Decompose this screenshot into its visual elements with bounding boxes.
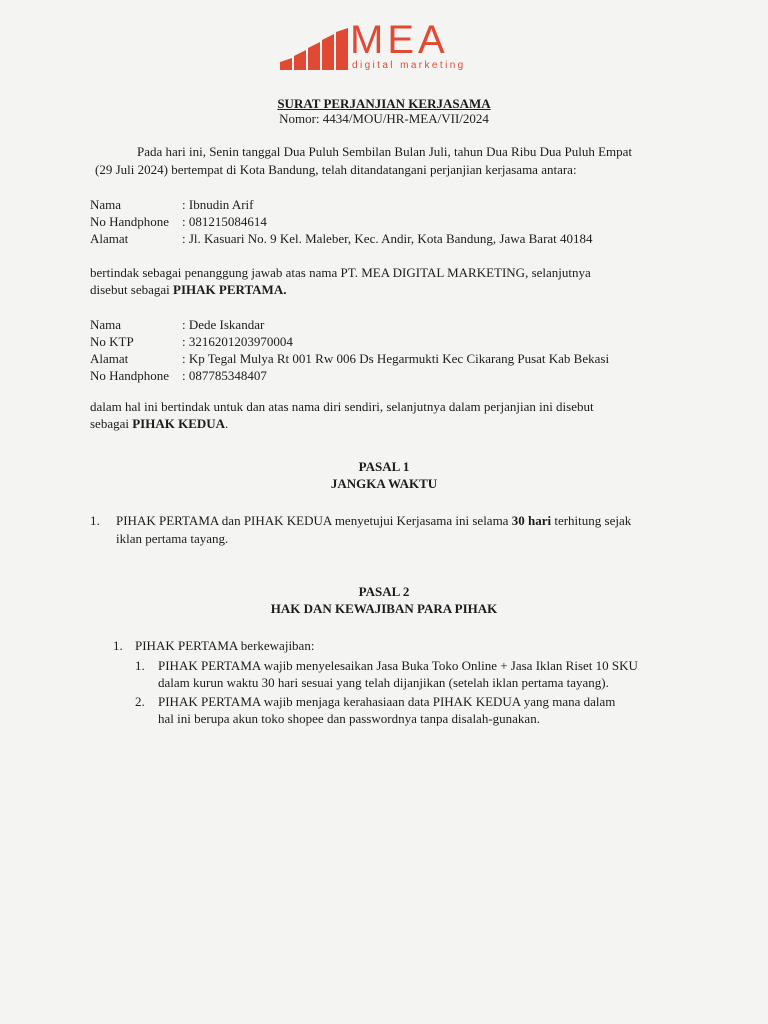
logo-wordmark: MEA — [350, 18, 449, 62]
desc-text: sebagai — [90, 416, 133, 431]
pasal-2-subheading: HAK DAN KEWAJIBAN PARA PIHAK — [270, 601, 498, 616]
pasal-2-item-label: PIHAK PERTAMA berkewajiban: — [135, 638, 315, 653]
detail-value: : 081215084614 — [182, 214, 267, 229]
pasal-1-item-line-1 — [116, 512, 631, 529]
pasal-2-item-number: 1. — [113, 638, 123, 653]
pasal-1-item-number: 1. — [90, 513, 100, 528]
detail-value: : Ibnudin Arif — [182, 197, 254, 212]
sub-item-line-1: PIHAK PERTAMA wajib menyelesaikan Jasa Buka Toko Online + Jasa Iklan Riset 10 SKU — [158, 658, 638, 673]
sub-item-line-2: hal ini berupa akun toko shopee dan passwordnya tanpa disalah-gunakan. — [158, 711, 540, 726]
item-text: terhitung sejak — [551, 513, 632, 528]
document-title: SURAT PERJANJIAN KERJASAMA — [277, 96, 491, 111]
pasal-1-subheading: JANGKA WAKTU — [330, 476, 438, 491]
pasal-2-heading: PASAL 2 — [358, 584, 410, 599]
detail-row — [90, 316, 609, 333]
pihak-pertama-details — [90, 196, 593, 247]
intro-line-2: (29 Juli 2024) bertempat di Kota Bandung, telah ditandatangani perjanjian kerjasama antara: — [95, 162, 577, 177]
desc-text: disebut sebagai — [90, 282, 174, 297]
company-logo — [280, 18, 500, 76]
detail-value: : 3216201203970004 — [182, 334, 293, 349]
document-number: Nomor: 4434/MOU/HR-MEA/VII/2024 — [279, 111, 489, 126]
duration-value: 30 hari — [511, 513, 552, 528]
detail-row — [90, 196, 593, 213]
pihak-kedua-desc-2 — [90, 415, 228, 432]
pihak-pertama-desc-2 — [90, 281, 286, 298]
item-text: PIHAK PERTAMA dan PIHAK KEDUA menyetujui Kerjasama ini selama — [116, 513, 512, 528]
pihak-kedua-details — [90, 316, 609, 384]
detail-row — [90, 333, 609, 350]
detail-row — [90, 367, 609, 384]
intro-line-1: Pada hari ini, Senin tanggal Dua Puluh Sembilan Bulan Juli, tahun Dua Ribu Dua Puluh Empat — [137, 144, 633, 159]
detail-value: : 087785348407 — [182, 368, 267, 383]
sub-item-number: 1. — [135, 658, 145, 673]
pasal-1-heading: PASAL 1 — [358, 459, 410, 474]
detail-row — [90, 350, 609, 367]
detail-value: : Dede Iskandar — [182, 317, 265, 332]
detail-row — [90, 230, 593, 247]
pasal-1-item-line-2: iklan pertama tayang. — [116, 531, 229, 546]
detail-value: : Kp Tegal Mulya Rt 001 Rw 006 Ds Hegarmukti Kec Cikarang Pusat Kab Bekasi — [182, 351, 610, 366]
sub-item-number: 2. — [135, 694, 145, 709]
detail-value: : Jl. Kasuari No. 9 Kel. Maleber, Kec. Andir, Kota Bandung, Jawa Barat 40184 — [182, 231, 593, 246]
logo-tagline: digital marketing — [352, 60, 466, 71]
detail-label: Alamat — [90, 351, 129, 366]
detail-label: Nama — [90, 317, 122, 332]
pihak-pertama-desc-1: bertindak sebagai penanggung jawab atas nama PT. MEA DIGITAL MARKETING, selanjutnya — [90, 265, 591, 280]
detail-label: No Handphone — [90, 368, 170, 383]
detail-label: Nama — [90, 197, 122, 212]
detail-label: Alamat — [90, 231, 129, 246]
sub-item-line-1: PIHAK PERTAMA wajib menjaga kerahasiaan data PIHAK KEDUA yang mana dalam — [158, 694, 616, 709]
sub-item-line-2: dalam kurun waktu 30 hari sesuai yang telah dijanjikan (setelah iklan pertama tayang). — [158, 675, 609, 690]
detail-row — [90, 213, 593, 230]
pihak-pertama-label: PIHAK PERTAMA. — [173, 282, 287, 297]
pihak-kedua-label: PIHAK KEDUA — [132, 416, 226, 431]
pihak-kedua-desc-1: dalam hal ini bertindak untuk dan atas nama diri sendiri, selanjutnya dalam perjanjian ini disebut — [90, 399, 594, 414]
detail-label: No KTP — [90, 334, 134, 349]
desc-text: . — [225, 416, 229, 431]
detail-label: No Handphone — [90, 214, 170, 229]
bar-logo-icon — [280, 28, 352, 70]
